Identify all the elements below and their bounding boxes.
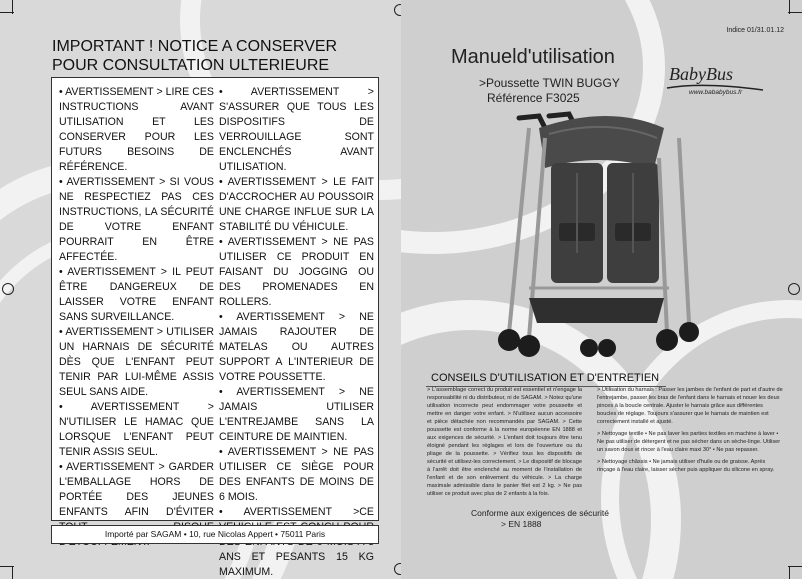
warning-item: • AVERTISSEMENT > LIRE CES INSTRUCTIONS AVANT UTILISATION ET LES CONSERVER POUR LES FUTURS BESOINS DE RÉFÉRENCE. — [59, 86, 214, 173]
warning-item: • AVERTISSEMENT >CE ANS ET PESANTS 15 KG MAXIMUM. — [219, 506, 374, 578]
product-info — [479, 76, 620, 106]
warning-item: • AVERTISSEMENT > SI VOUS NE RESPECTIEZ PAS CES INSTRUCTIONS, LA SÉCURITÉ DE VOTRE ENFANT POURRAIT EN ÊTRE AFFECTÉE. — [59, 176, 214, 263]
conseils-left-text — [427, 386, 582, 502]
document-index: Indice 01/31.01.12 — [726, 27, 784, 34]
product-name: >Poussette TWIN BUGGY — [479, 76, 620, 90]
warning-item: • AVERTISSEMENT > UTILISER UN HARNAIS DE SÉCURITÉ DÈS QUE L'ENFANT PEUT TENIR PAR LUI-MÊME ASSIS SEUL SANS AIDE. — [59, 326, 214, 398]
warning-item: • AVERTISSEMENT > N'UTILISER LE HAMAC QUE LORSQUE L'ENFANT PEUT TENIR ASSIS SEUL. — [59, 401, 214, 458]
warning-item: • AVERTISSEMENT > IL PEUT ÊTRE DANGEREUX DE LAISSER VOTRE ENFANT SANS SURVEILLANCE. — [59, 266, 214, 323]
product-reference: Référence F3025 — [487, 91, 580, 105]
crop-mark — [788, 12, 802, 13]
warning-item: • AVERTISSEMENT > GARDER L'EMBALLAGE HORS DE PORTÉE DES JEUNES ENFANTS AFIN D'ÉVITER — [59, 461, 214, 518]
stroller-illustration — [489, 108, 699, 368]
brand-logo — [663, 64, 773, 104]
title-line-1: IMPORTANT ! NOTICE A CONSERVER — [52, 38, 338, 55]
crop-mark — [788, 566, 802, 567]
registration-mark — [2, 283, 14, 295]
warning-item: • AVERTISSEMENT > S'ASSURER QUE TOUS LES DISPOSITIFS DE VERROUILLAGE SONT ENCLENCHÉS AVANT UTILISATION. — [219, 86, 374, 173]
conseils-paragraph: > Nettoyage textile • Ne pas laver les parties textiles en machine à laver • Ne pas utiliser de détergent et ne pas sécher dans un sèche-linge. Utiliser un savon doux et rincer à l'eau claire maxi 30° • Ne pas repasser. — [597, 431, 781, 453]
importer-address: Importé par SAGAM • 10, rue Nicolas Appert • 75011 Paris — [51, 525, 379, 544]
manual-title: Manueld'utilisation — [451, 46, 615, 68]
title-line-2: POUR CONSULTATION ULTERIEURE — [52, 57, 330, 74]
conformity-statement: Conforme aux exigences de sécurité — [471, 508, 609, 518]
warnings-column-2 — [219, 85, 374, 579]
conseils-paragraph: > Utilisation du harnais : Passer les jambes de l'enfant de part et d'autre de l'entrejambe, passer les bras de l'enfant dans le harnais et nouer les deux pinces à la boucle centrale. Ajuster le harnais grâce aux différentes boucles de réglage. Toujours s'assurer que le harnais de maintien est correctement installé et ajusté. — [597, 387, 783, 425]
warning-item: • AVERTISSEMENT > NE JAMAIS UTILISER L'ENTREJAMBE SANS LA CEINTURE DE MAINTIEN. — [219, 386, 374, 443]
logo-brand: BabyBus — [669, 64, 733, 84]
logo-swoosh-icon — [663, 64, 773, 104]
conseils-right-text — [597, 386, 783, 478]
registration-mark — [394, 563, 401, 575]
warnings-column-1 — [59, 85, 214, 550]
registration-mark — [788, 283, 800, 295]
crop-mark — [12, 0, 13, 14]
notice-title — [52, 37, 372, 75]
conseils-paragraph: > L'assemblage correct du produit est essentiel et n'engage la responsabilité ni du distributeur, ni de SAGAM. > Notez qu'une utilisation incorrecte peut endommager votre poussette et mettre en danger votre enfant. > N'utilisez aucun accessoire et pièce détachée non recommandés par SAGAM. > Cette poussette est conforme à la norme européenne EN 1888 et aux exigences de sécurité. > L'enfant doit toujours être tenu éloigné pendant les réglages et lors de l'ouverture ou du pliage de la poussette. > Vérifiez tous les dispositifs de sécurité et utilisez-les correctement. > Le dispositif de blocage à l'arrêt doit être enclenché au moment de l'installation de l'enfant et de son enlèvement du véhicule. > La charge maximale admissible dans le panier filet est 2 kg. > Ne pas utiliser ce produit avec plus de 2 enfants à la fois. — [427, 387, 582, 497]
registration-mark — [394, 4, 401, 16]
conseils-title: CONSEILS D'UTILISATION ET D'ENTRETIEN — [431, 372, 660, 384]
logo-url: www.bababybus.fr — [689, 89, 743, 96]
crop-mark — [789, 566, 790, 579]
crop-mark — [789, 0, 790, 14]
warning-item: • AVERTISSEMENT > NE PAS UTILISER CE PRODUIT EN FAISANT DU JOGGING OU DES PROMENADES EN ROLLERS. — [219, 236, 374, 308]
warning-item: • AVERTISSEMENT > NE JAMAIS RAJOUTER DE MATELAS OU AUTRES SUPPORT A L'INTERIEUR DE VOTRE POUSSETTE. — [219, 311, 374, 383]
warning-item: • AVERTISSEMENT > NE PAS UTILISER CE SIÈGE POUR DES ENFANTS DE MOINS DE 6 MOIS. — [219, 446, 374, 503]
warning-item: • AVERTISSEMENT > LE FAIT D'ACCROCHER AU POUSSOIR UNE CHARGE INFLUE SUR LA STABILITÉ DU VÉHICULE. — [219, 176, 374, 233]
right-page — [401, 0, 802, 579]
conseils-paragraph: > Nettoyage châssis • Ne jamais utiliser d'huile ou de graisse. Après rinçage à l'eau claire, laisser sécher puis appliquer du silicone en spray. — [597, 459, 775, 473]
norm-reference: > EN 1888 — [501, 519, 542, 529]
crop-mark — [12, 566, 13, 579]
